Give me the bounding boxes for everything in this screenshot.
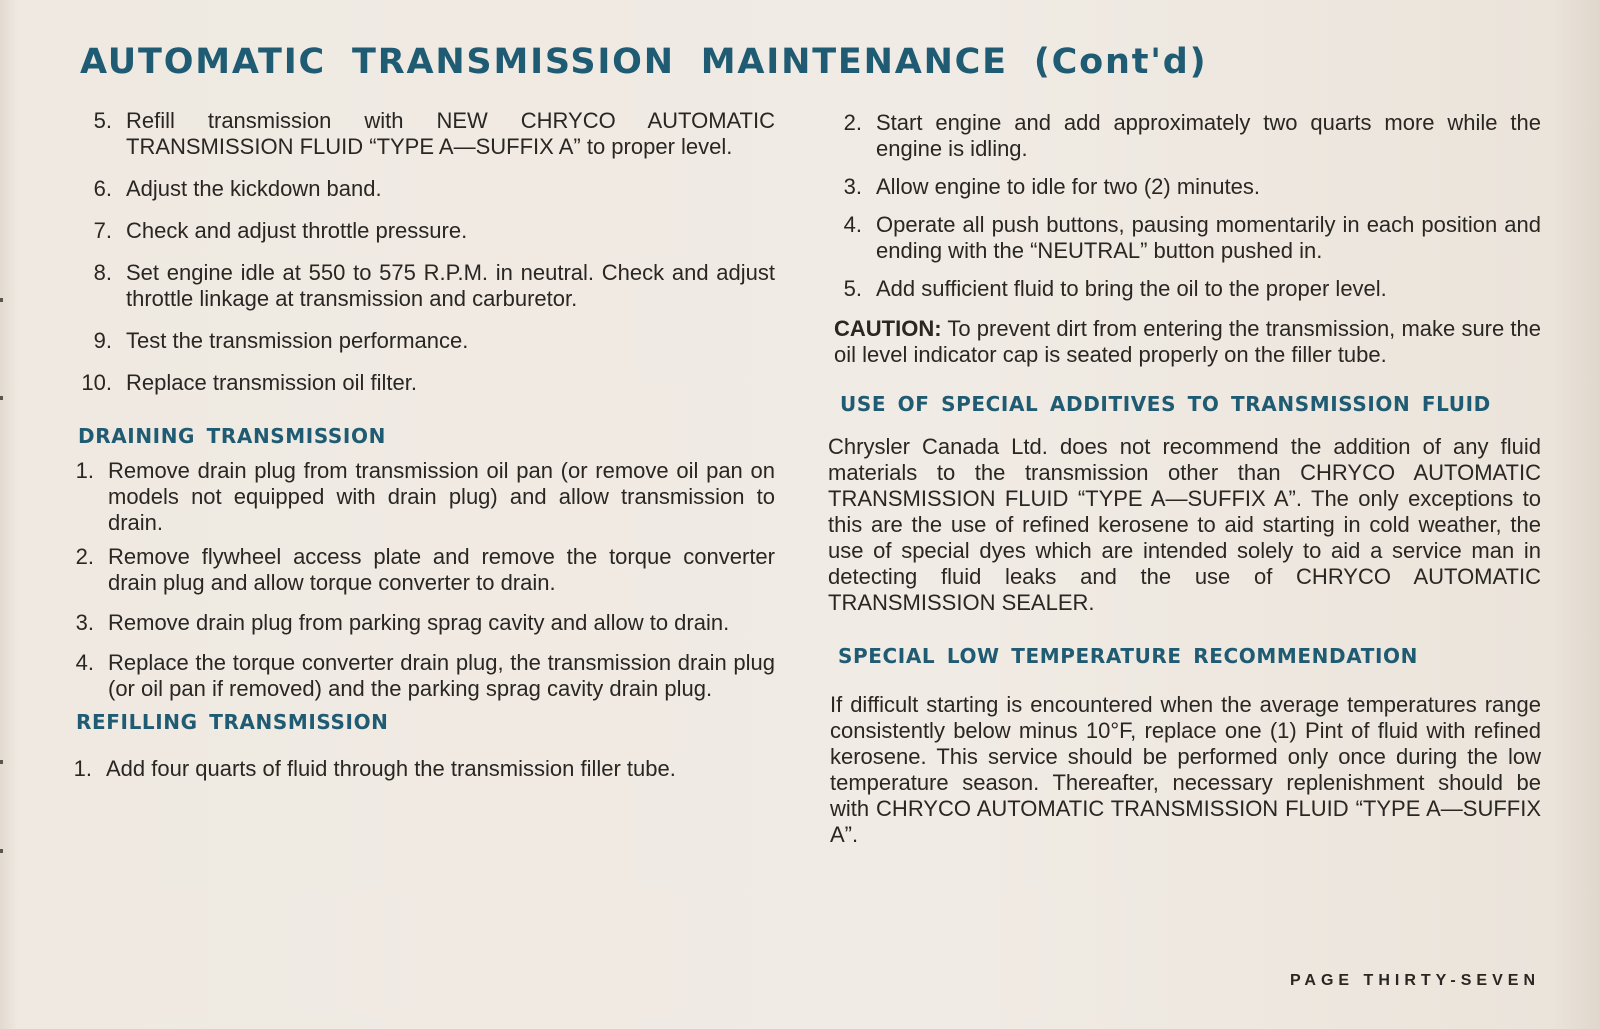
step-text: Check and adjust throttle pressure. [126,218,468,243]
list-item [70,458,775,536]
additives-heading: USE OF SPECIAL ADDITIVES TO TRANSMISSION FLUID [840,392,1491,416]
step-text: Replace the torque converter drain plug, the transmission drain plug (or oil pan if removed) and the parking sprag cavity drain plug. [108,650,775,701]
list-item [834,174,1541,200]
caution-text: To prevent dirt from entering the transmission, make sure the oil level indicator cap is seated properly on the filler tube. [834,316,1542,367]
step-number: 1. [75,458,94,483]
step-text: Add sufficient fluid to bring the oil to the proper level. [876,276,1387,301]
step-number: 10. [81,370,112,395]
refilling-steps-list-right [834,110,1541,302]
binding-mark [0,760,3,764]
step-number: 2. [75,544,94,569]
list-item [834,212,1541,264]
step-number: 4. [75,650,94,675]
list-item [70,260,775,312]
step-text: Replace transmission oil filter. [126,370,418,395]
refilling-steps-list-left [70,756,775,782]
list-item [70,544,775,596]
low-temp-heading: SPECIAL LOW TEMPERATURE RECOMMENDATION [838,644,1418,668]
step-number: 5. [843,276,862,301]
list-item [70,370,775,396]
step-text: Add four quarts of fluid through the transmission filler tube. [106,756,676,781]
step-number: 2. [843,110,862,135]
draining-heading: DRAINING TRANSMISSION [78,424,386,448]
step-number: 9. [93,328,112,353]
additives-paragraph: Chrysler Canada Ltd. does not recommend the addition of any fluid materials to the transmission other than CHRYCO AUTOMATIC TRANSMISSION FLUID “TYPE A—SUFFIX A”. The only exceptions to this are the use of refined kerosene to aid starting in cold weather, the use of special dyes which are intended solely to aid a service man in detecting fluid leaks and the use of CHRYCO AUTOMATIC TRANSMISSION SEALER. [828,434,1541,615]
caution-label: CAUTION: [834,316,942,341]
list-item [70,176,775,202]
step-text: Set engine idle at 550 to 575 R.P.M. in neutral. Check and adjust throttle linkage at transmission and carburetor. [126,260,775,311]
list-item [70,108,775,160]
step-number: 5. [93,108,112,133]
caution-note [834,316,1541,368]
list-item [834,276,1541,302]
binding-mark [0,849,3,853]
list-item [70,650,775,702]
low-temp-paragraph: If difficult starting is encountered when the average temperatures range consistently below minus 10°F, replace one (1) Pint of fluid with refined kerosene. This service should be performed only once during the low temperature season. Thereafter, necessary replenishment should be with CHRYCO AUTOMATIC TRANSMISSION FLUID “TYPE A—SUFFIX A”. [830,692,1541,847]
step-text: Refill transmission with NEW CHRYCO AUTOMATIC TRANSMISSION FLUID “TYPE A—SUFFIX A” to proper level. [126,108,775,159]
list-item [70,328,775,354]
binding-mark [0,298,3,302]
step-number: 3. [75,610,94,635]
step-text: Adjust the kickdown band. [126,176,382,201]
step-text: Allow engine to idle for two (2) minutes. [876,174,1260,199]
step-text: Remove flywheel access plate and remove the torque converter drain plug and allow torque converter to drain. [108,544,775,595]
refilling-heading: REFILLING TRANSMISSION [76,710,389,734]
step-text: Operate all push buttons, pausing momentarily in each position and ending with the “NEUTRAL” button pushed in. [876,212,1541,263]
step-number: 3. [843,174,862,199]
step-text: Remove drain plug from parking sprag cavity and allow to drain. [108,610,730,635]
page-number: PAGE THIRTY-SEVEN [1289,972,1540,989]
step-number: 8. [93,260,112,285]
draining-steps-list [70,458,775,702]
binding-mark [0,396,3,400]
step-number: 4. [843,212,862,237]
step-text: Remove drain plug from transmission oil pan (or remove oil pan on models not equipped with drain plug) and allow transmission to drain. [108,458,775,535]
page-title: AUTOMATIC TRANSMISSION MAINTENANCE (Cont'd) [80,42,1208,82]
maintenance-steps-list [70,108,775,396]
step-text: Start engine and add approximately two quarts more while the engine is idling. [876,110,1541,161]
step-text: Test the transmission performance. [126,328,469,353]
list-item [70,610,775,636]
left-column [70,108,775,798]
step-number: 1. [73,756,92,781]
list-item [70,218,775,244]
right-column [828,110,1542,848]
list-item [70,756,775,782]
step-number: 7. [93,218,112,243]
step-number: 6. [93,176,112,201]
list-item [834,110,1541,162]
